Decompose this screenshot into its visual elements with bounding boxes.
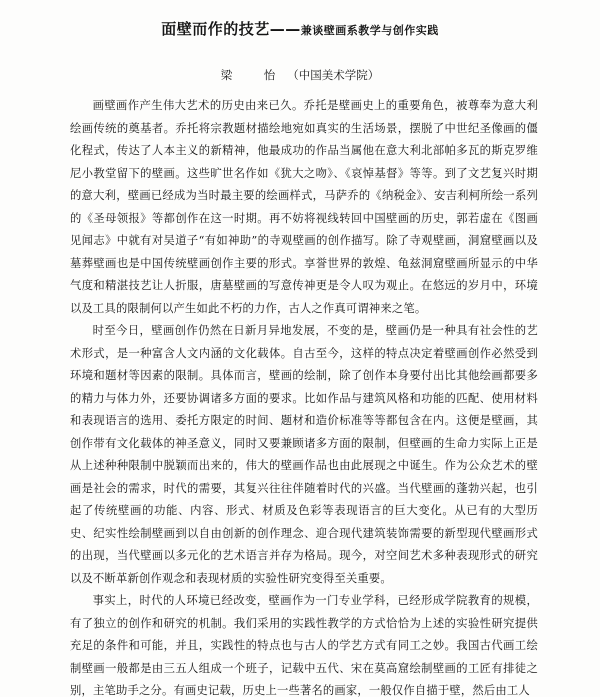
- author-name: 梁 怡: [220, 68, 286, 82]
- paragraph-2: 时至今日，壁画创作仍然在日新月异地发展，不变的是，壁画仍是一种具有社会性的艺术形式，是一种富含人文内涵的文化载体。自古至今，这样的特点决定着壁画创作必然受到环境和题材等因素的限制。具体而言，壁画的绘制，除了创作本身要付出比其他绘画都要多的精力与体力外，还要协调诸多方面的要求。比如作品与建筑风格和功能的匹配、使用材料和表现语言的选用、委托方限定的时间、题材和造价标准等等都包含在内。这便是壁画，其创作带有文化载体的神圣意义，同时又要兼顾诸多方面的限制，但壁画的生命力实际上正是从上述种种限制中脱颖而出来的，伟大的壁画作品也由此展现之中诞生。作为公众艺术的壁画是社会的需求，时代的需要，其复兴往往伴随着时代的兴盛。当代壁画的蓬勃兴起，也引起了传统壁画的功能、内容、形式、材质及色彩等表现语言的巨大变化。从已有的大型历史、纪实性绘制壁画到以自由创新的创作理念、迎合现代建筑装饰需要的新型现代壁画形式的出现，当代壁画以多元化的艺术语言并存为格局。现今，对空间艺术多种表现形式的研究以及不断革新创作观念和表现材质的实验性研究变得至关重要。: [70, 324, 538, 585]
- article-body: [70, 95, 538, 697]
- sub-title: 兼谈壁画系教学与创作实践: [300, 24, 439, 37]
- author-line: [0, 66, 600, 84]
- author-affiliation: （中国美术学院）: [287, 68, 380, 82]
- paragraph-1: 画壁画作产生伟大艺术的历史由来已久。乔托是壁画史上的重要角色，被尊奉为意大利绘画传统的奠基者。乔托将宗教题材描绘地宛如真实的生活场景，摆脱了中世纪圣像画的僵化程式，传达了人本主义的新精神，他最成功的作品当属他在意大利北部帕多瓦的斯克罗维尼小教堂留下的壁画。这些旷世名作如《犹大之吻》、《哀悼基督》等等。到了文艺复兴时期的意大利，壁画已经成为当时最主要的绘画样式，马萨乔的《纳税金》、安吉利柯所绘一系列的《圣母领报》等都创作在这一时期。再不妨将视线转回中国壁画的历史，郭若虚在《图画见闻志》中就有对吴道子“有如神助”的寺观壁画的创作描写。除了寺观壁画，洞窟壁画以及墓葬壁画也是中国传统壁画创作主要的形式。享誉世界的敦煌、龟兹洞窟壁画所显示的中华气度和精湛技艺让人折服，唐墓壁画的写意传神更是令人叹为观止。在悠远的岁月中，环境以及工具的限制何以产生如此不朽的力作，古人之作真可谓神来之笔。: [70, 99, 538, 315]
- paragraph-3: 事实上，时代的人环境已经改变，壁画作为一门专业学科，已经形成学院教育的规模，有了独立的创作和研究的机制。我们采用的实践性教学的方式恰恰为上述的实验性研究提供充足的条件和可能，并且，实践性的特点也与古人的学艺方式有同工之妙。我国古代画工绘制壁画一般都是由三五人组成一个班子，记载中五代、宋在莫高窟绘制壁画的工匠有排徒之别，主笔助手之分。有画史记载，历史上一些著名的画家，一般仅作自描于壁，然后由工人: [70, 594, 538, 697]
- article-title: [0, 18, 600, 42]
- main-title: 面壁而作的技艺——: [161, 20, 301, 38]
